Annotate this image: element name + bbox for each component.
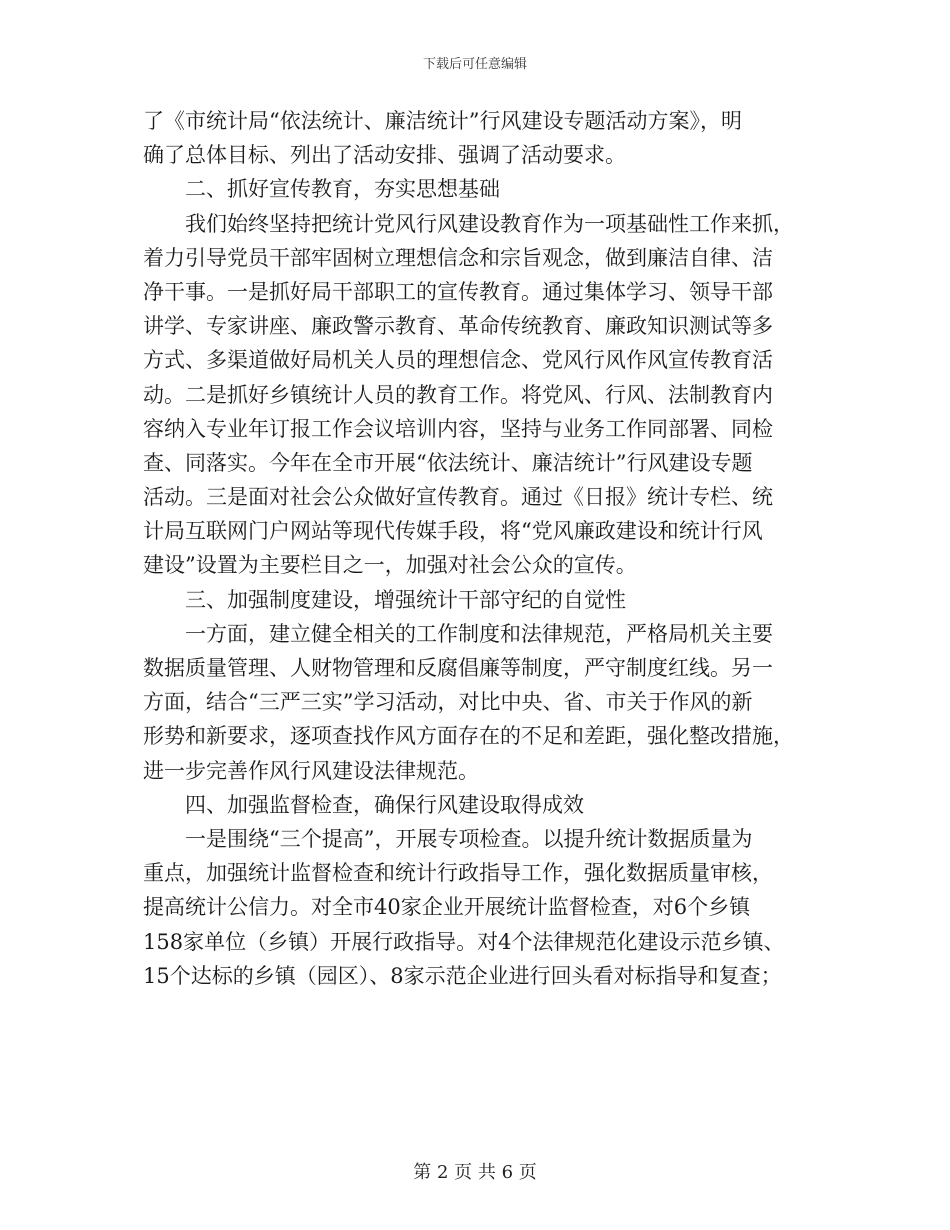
page-number: 第 2 页 共 6 页 [413,1162,537,1183]
section-heading: 四、加强监督检查，确保行风建设取得成效 [185,792,584,817]
text-line: 动。二是抓好乡镇统计人员的教育工作。将党风、行风、法制教育内 [143,382,773,407]
text-line: 建设”设置为主要栏目之一，加强对社会公众的宣传。 [143,553,637,578]
text-line: 讲学、专家讲座、廉政警示教育、革命传统教育、廉政知识测试等多 [143,314,773,339]
text-line: 活动。三是面对社会公众做好宣传教育。通过《日报》统计专栏、统 [143,485,773,510]
text-line: 提高统计公信力。对全市40家企业开展统计监督检查，对6个乡镇 [143,895,751,920]
text-line: 15个达标的乡镇（园区）、8家示范企业进行回头看对标指导和复查； [143,963,782,988]
text-line: 查、同落实。今年在全市开展“依法统计、廉洁统计”行风建设专题 [143,450,753,475]
text-line: 容纳入专业年订报工作会议培训内容，坚持与业务工作同部署、同检 [143,416,773,441]
text-line: 进一步完善作风行风建设法律规范。 [143,758,479,783]
text-line: 净干事。一是抓好局干部职工的宣传教育。通过集体学习、领导干部 [143,279,773,304]
text-line: 一方面，建立健全相关的工作制度和法律规范，严格局机关主要 [185,621,773,646]
section-heading: 二、抓好宣传教育，夯实思想基础 [185,177,500,202]
text-line: 形势和新要求，逐项查找作风方面存在的不足和差距，强化整改措施， [143,724,794,749]
text-line: 确了总体目标、列出了活动安排、强调了活动要求。 [143,143,626,168]
text-line: 一是围绕“三个提高”，开展专项检查。以提升统计数据质量为 [185,826,753,851]
text-line: 方面，结合“三严三实”学习活动，对比中央、省、市关于作风的新 [143,690,753,715]
text-line: 我们始终坚持把统计党风行风建设教育作为一项基础性工作来抓， [185,211,794,236]
section-heading: 三、加强制度建设，增强统计干部守纪的自觉性 [185,587,626,612]
text-line: 重点，加强统计监督检查和统计行政指导工作，强化数据质量审核， [143,861,773,886]
text-line: 数据质量管理、人财物管理和反腐倡廉等制度，严守制度红线。另一 [143,656,773,680]
text-line: 158家单位（乡镇）开展行政指导。对4个法律规范化建设示范乡镇、 [143,929,785,954]
text-line: 方式、多渠道做好局机关人员的理想信念、党风行风作风宣传教育活 [143,348,773,373]
document-body [143,104,803,993]
page-header-note: 下载后可任意编辑 [422,57,527,72]
text-line: 计局互联网门户网站等现代传媒手段，将“党风廉政建设和统计行风 [143,519,763,544]
text-line: 了《市统计局“依法统计、廉洁统计”行风建设专题活动方案》，明 [143,109,742,133]
text-line: 着力引导党员干部牢固树立理想信念和宗旨观念，做到廉洁自律、洁 [143,245,773,270]
